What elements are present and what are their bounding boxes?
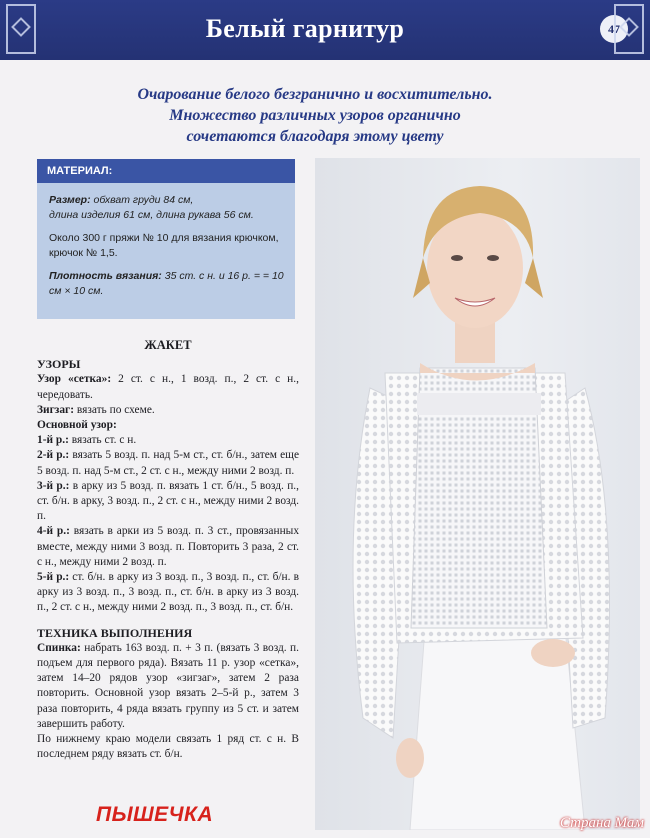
intro-text (60, 84, 570, 147)
edge-paragraph: По нижнему краю модели связать 1 ряд ст. с н. В последнем ряду вязать ст. б/н. (37, 733, 299, 761)
row-4 (37, 524, 299, 570)
ornament-icon (614, 4, 644, 54)
mesh-text: 2 ст. с н., 1 возд. п., 2 ст. с н., чередовать. (37, 373, 299, 401)
yarn-text: Около 300 г пряжи № 10 для вязания крючком, крючок № 1,5. (49, 232, 279, 259)
section-title: ЖАКЕТ (144, 338, 192, 352)
size-text-2: длина изделия 61 см, длина рукава 56 см. (49, 209, 254, 221)
model-illustration (315, 158, 640, 830)
row-text: вязать 5 возд. п. над 5-м ст., ст. б/н., затем еще 5 возд. п. над 5-м ст., 2 ст. с н., между ними 2 возд. п. (37, 449, 299, 477)
back-text: набрать 163 возд. п. + 3 п. (вязать 3 возд. п. подъем для первого ряда). Вязать 11 р. узор «сетка», затем 14–20 рядов узор «зигзаг», затем 2 раза повторить. Основной узор вязать 2–5-й р., затем 3 раза повторить, 4 ряда вязать группу из 5 ст. и затем завершить работу. (37, 641, 299, 730)
row-3 (37, 479, 299, 525)
density-text: 35 ст. с н. и 16 р. = = 10 см × 10 см. (49, 270, 284, 297)
row-text: ст. б/н. в арку из 3 возд. п., 3 возд. п., ст. б/н. в арку из 3 возд. п., 3 возд. п., ст. б/н. в арку из 3 возд. п., 2 ст. с н., между ними 2 возд. п., 3 возд. п., ст. б/н. (37, 571, 300, 614)
page-title: Белый гарнитур (205, 14, 405, 43)
page-number: 47 (600, 15, 628, 43)
row-1 (37, 433, 299, 448)
row-text: вязать в арки из 5 возд. п. 3 ст., провязанных вместе, между ними 3 возд. п. Повторить 3 раза, 2 ст. с н., между ними 2 возд. п. (37, 525, 300, 568)
zigzag-text: вязать по схеме. (74, 403, 155, 416)
intro-line: Множество различных узоров органично (169, 107, 461, 124)
row-text: в арку из 5 возд. п. вязать 1 ст. б/н., 5 возд. п., ст. б/н. в арку, 3 возд. п., 2 ст. с н., между ними 2 возд. п. (37, 479, 299, 523)
mesh-paragraph (37, 372, 299, 402)
intro-line: Очарование белого безгранично и восхитительно. (137, 86, 493, 103)
size-text: обхват груди 84 см, (90, 194, 194, 206)
mesh-label: Узор «сетка»: (37, 373, 112, 386)
header-band (0, 0, 650, 60)
materials-heading: МАТЕРИАЛ: (37, 159, 295, 183)
publisher-logo: ПЫШЕЧКА (96, 803, 214, 826)
materials-box (37, 159, 295, 319)
row-label: 4-й р.: (37, 525, 70, 538)
zigzag-label: Зигзаг: (37, 403, 74, 416)
watermark: Страна Мам (559, 815, 644, 831)
row-5 (37, 570, 299, 616)
model-photo (315, 158, 640, 830)
technique-heading: ТЕХНИКА ВЫПОЛНЕНИЯ (37, 625, 193, 640)
zigzag-paragraph (37, 403, 299, 418)
intro-line: сочетаются благодаря этому цвету (186, 128, 444, 145)
density-label: Плотность вязания: (49, 270, 162, 282)
patterns-heading: УЗОРЫ (37, 357, 81, 372)
row-text: вязать ст. с н. (68, 434, 137, 447)
main-pattern-label: Основной узор: (37, 419, 117, 432)
row-label: 3-й р.: (37, 479, 70, 492)
row-label: 1-й р.: (37, 434, 69, 447)
size-label: Размер: (49, 194, 91, 206)
back-label: Спинка: (37, 641, 81, 654)
instructions-column (37, 338, 299, 762)
back-paragraph (37, 641, 299, 732)
row-2 (37, 448, 299, 478)
row-label: 5-й р.: (37, 571, 70, 584)
row-label: 2-й р.: (37, 449, 70, 462)
